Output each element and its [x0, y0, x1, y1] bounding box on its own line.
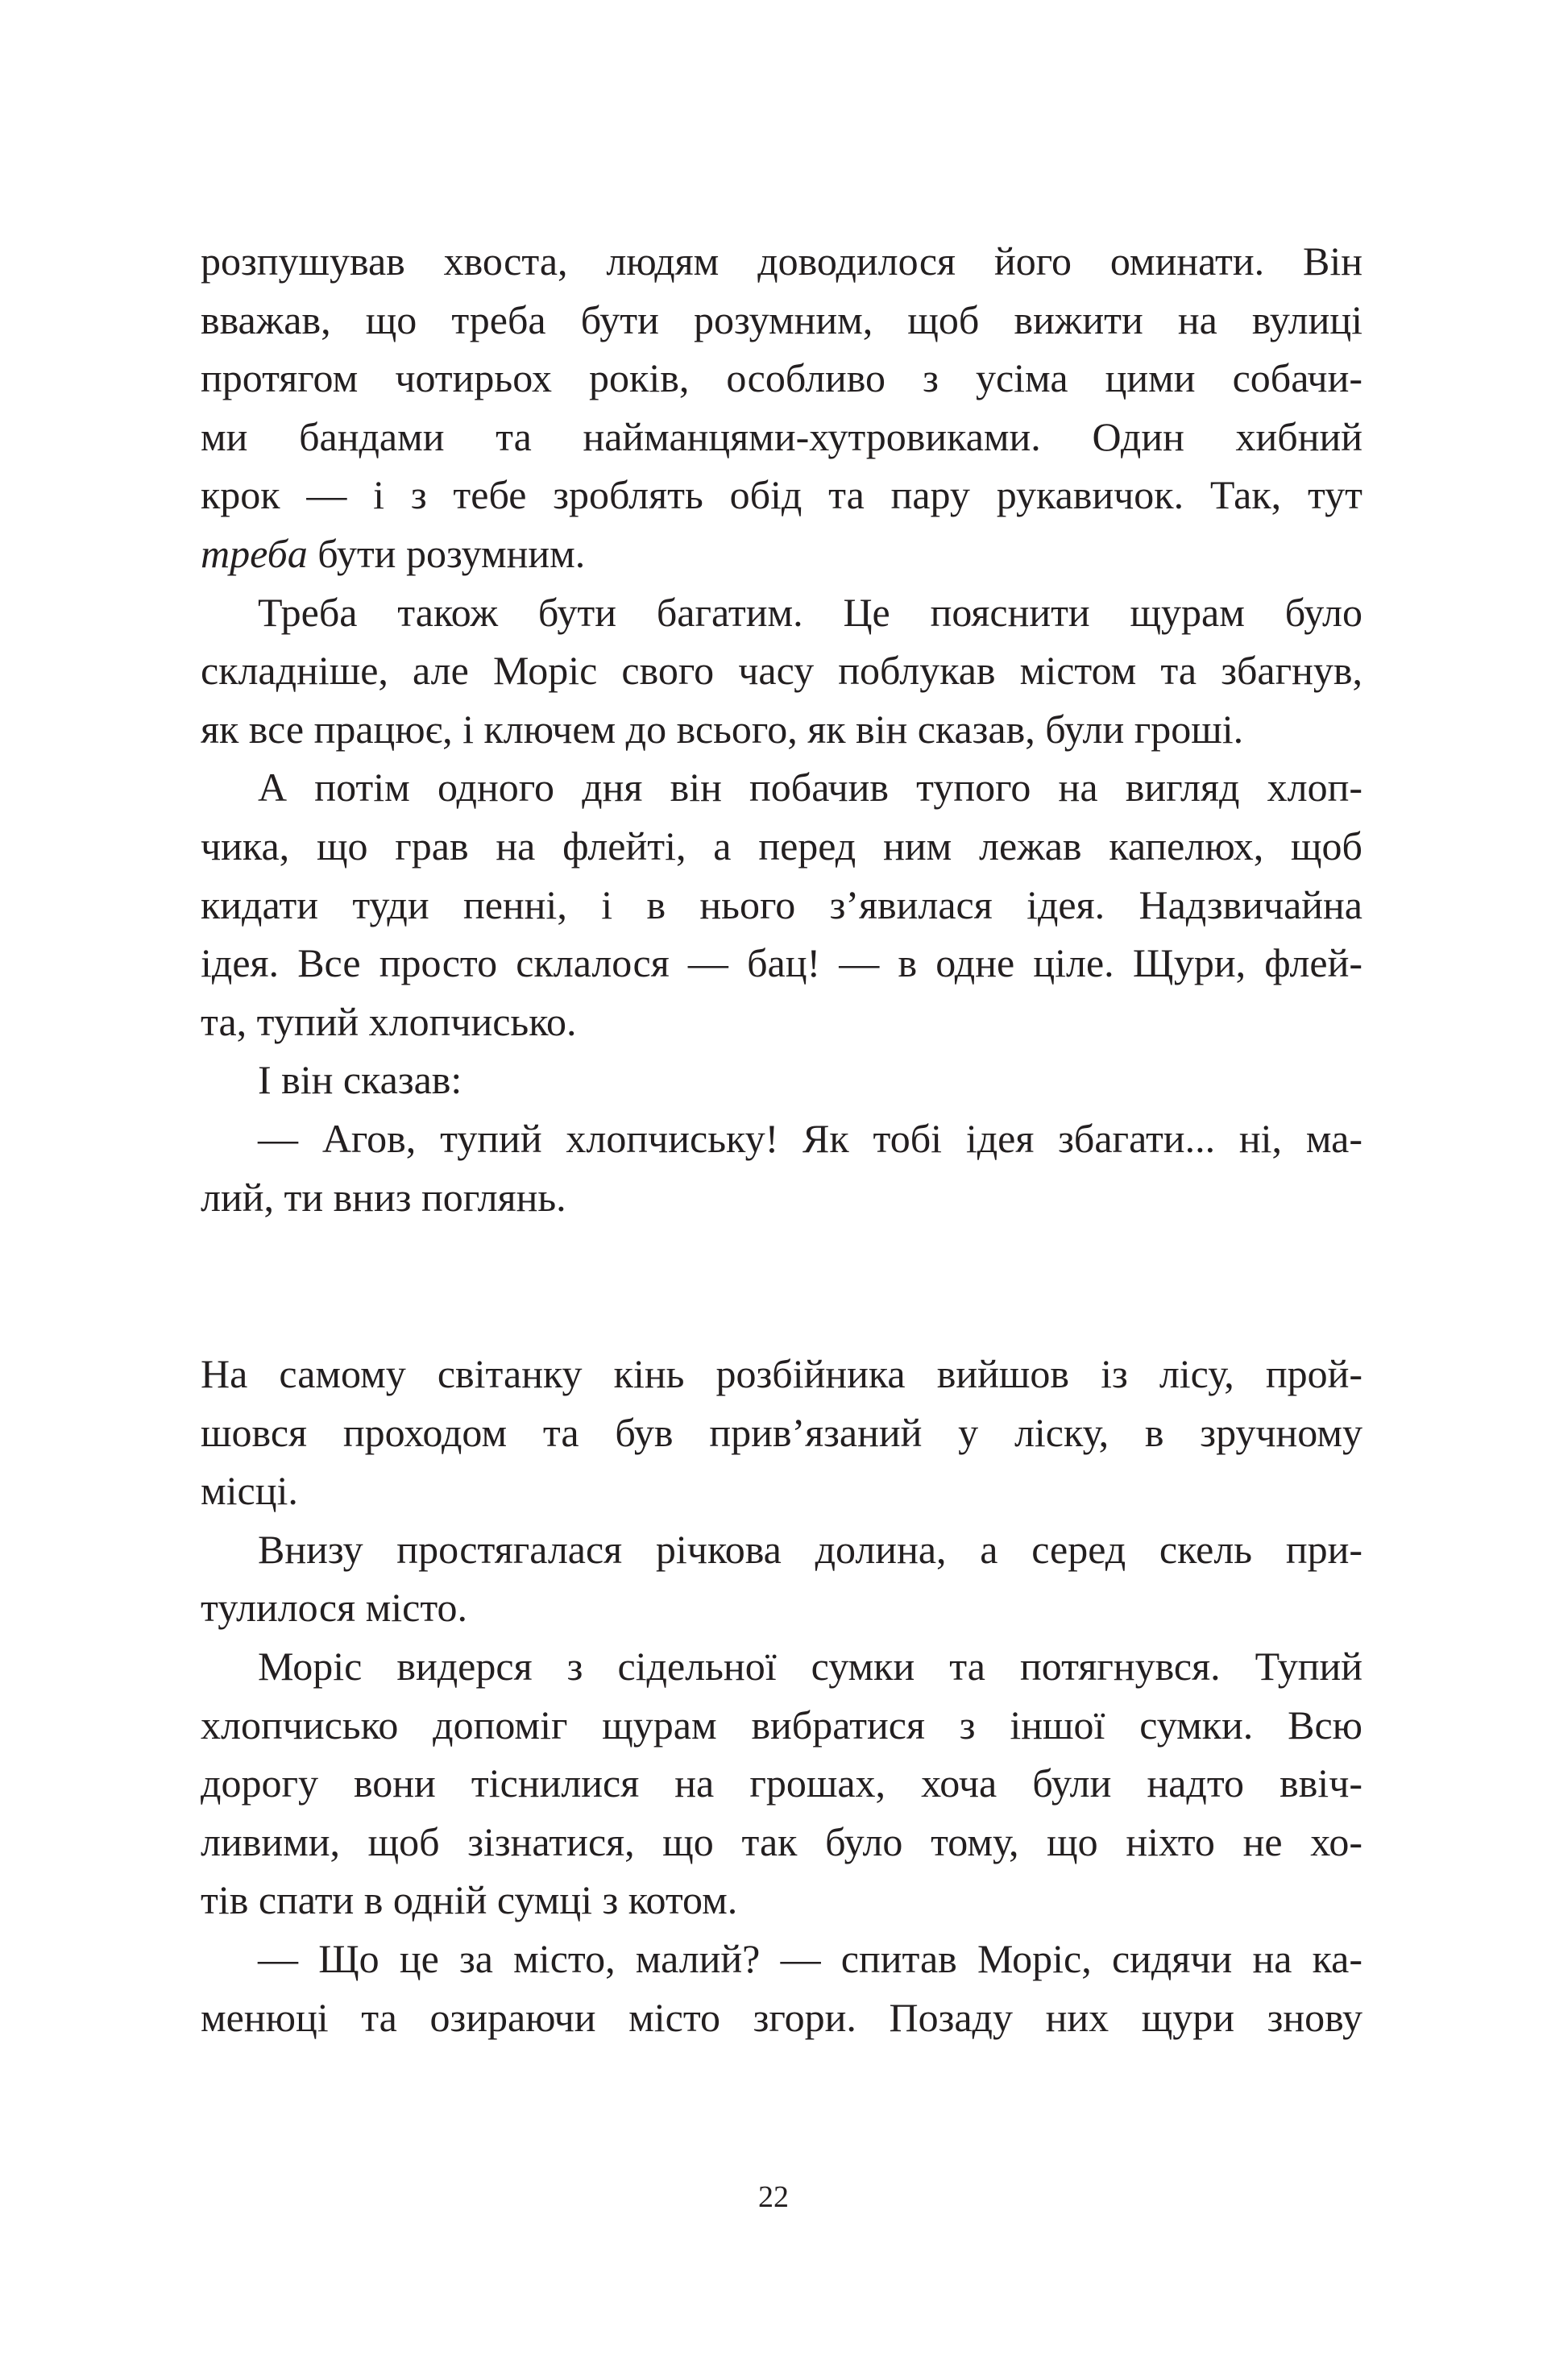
line-text: — Агов, тупий хлопчиську! Як тобі ідея збагати... ні, ма- [258, 1116, 1362, 1161]
text-line [201, 934, 1362, 992]
line-text: розпушував хвоста, людям доводилося його оминати. Він [201, 238, 1362, 284]
text-line [201, 408, 1362, 466]
line-text: Моріс видерся з сідельної сумки та потягнувся. Тупий [258, 1644, 1362, 1689]
line-text: складніше, але Моріс свого часу поблукав містом та збагнув, [201, 648, 1362, 694]
text-line [201, 291, 1362, 349]
line-text: тулилося місто. [201, 1585, 468, 1631]
text-line [201, 1578, 1362, 1636]
line-text: ми бандами та найманцями-хутровиками. Один хибний [201, 413, 1362, 459]
line-text: лий, ти вниз поглянь. [201, 1174, 566, 1220]
line-text: ідея. Все просто склалося — бац! — в одне ціле. Щури, флей- [201, 940, 1362, 986]
text-line [201, 1345, 1362, 1403]
line-text: протягом чотирьох років, особливо з усіма цими собачи- [201, 355, 1362, 401]
line-text: тів спати в одній сумці з котом. [201, 1877, 738, 1923]
text-line [201, 583, 1362, 641]
text-line [201, 1462, 1362, 1520]
text-line [201, 525, 1362, 583]
line-text: — Що це за місто, малий? — спитав Моріс, сидячи на ка- [258, 1936, 1362, 1981]
text-line [201, 993, 1362, 1051]
line-text: місці. [201, 1468, 298, 1514]
text-line [201, 817, 1362, 875]
line-text: шовся проходом та був прив’язаний у ліску, в зручному [201, 1409, 1362, 1455]
text-line [201, 1930, 1362, 1988]
line-text: та, тупий хлопчисько. [201, 998, 577, 1044]
text-line [201, 1404, 1362, 1462]
line-text: хлопчисько допоміг щурам вибратися з іншої сумки. Всю [201, 1702, 1362, 1748]
text-line [201, 349, 1362, 407]
text-line [201, 700, 1362, 758]
line-text: чика, що грав на флейті, а перед ним лежав капелюх, щоб [201, 823, 1362, 869]
text-line [201, 232, 1362, 290]
line-text: ливими, щоб зізнатися, що так було тому, що ніхто не хо- [201, 1818, 1362, 1864]
line-text: Внизу простягалася річкова долина, а серед скель при- [258, 1526, 1362, 1572]
text-line [201, 1637, 1362, 1695]
line-text: На самому світанку кінь розбійника вийшов із лісу, прой- [201, 1351, 1362, 1396]
line-text: як все працює, і ключем до всього, як він сказав, були гроші. [201, 706, 1244, 752]
text-line [201, 1520, 1362, 1578]
text-line [201, 1051, 1362, 1109]
text-line [201, 466, 1362, 524]
text-line [201, 1696, 1362, 1754]
line-text: А потім одного дня він побачив тупого на вигляд хлоп- [258, 765, 1362, 811]
text-line [201, 1754, 1362, 1812]
line-text: вважав, що треба бути розумним, щоб вижити на вулиці [201, 296, 1362, 342]
text-line [201, 641, 1362, 699]
line-text: Треба також бути багатим. Це пояснити щурам було [258, 589, 1362, 635]
line-text: дорогу вони тіснилися на грошах, хоча були надто ввіч- [201, 1760, 1362, 1806]
text-line [201, 758, 1362, 816]
text-line [201, 1168, 1362, 1226]
line-text: кидати туди пенні, і в нього з’явилася ідея. Надзвичайна [201, 881, 1362, 927]
text-line [201, 876, 1362, 934]
line-text: І він сказав: [258, 1057, 462, 1103]
line-text: бути розумним. [307, 531, 586, 576]
line-text: менюці та озираючи місто згори. Позаду них щури знову [201, 1994, 1362, 2040]
line-text: крок — і з тебе зроблять обід та пару рукавичок. Так, тут [201, 472, 1362, 518]
text-line [201, 1871, 1362, 1929]
text-line [201, 1988, 1362, 2046]
emphasis-text: треба [201, 531, 308, 576]
text-line [201, 1109, 1362, 1167]
page-number: 22 [758, 2180, 789, 2214]
text-line [201, 1813, 1362, 1871]
